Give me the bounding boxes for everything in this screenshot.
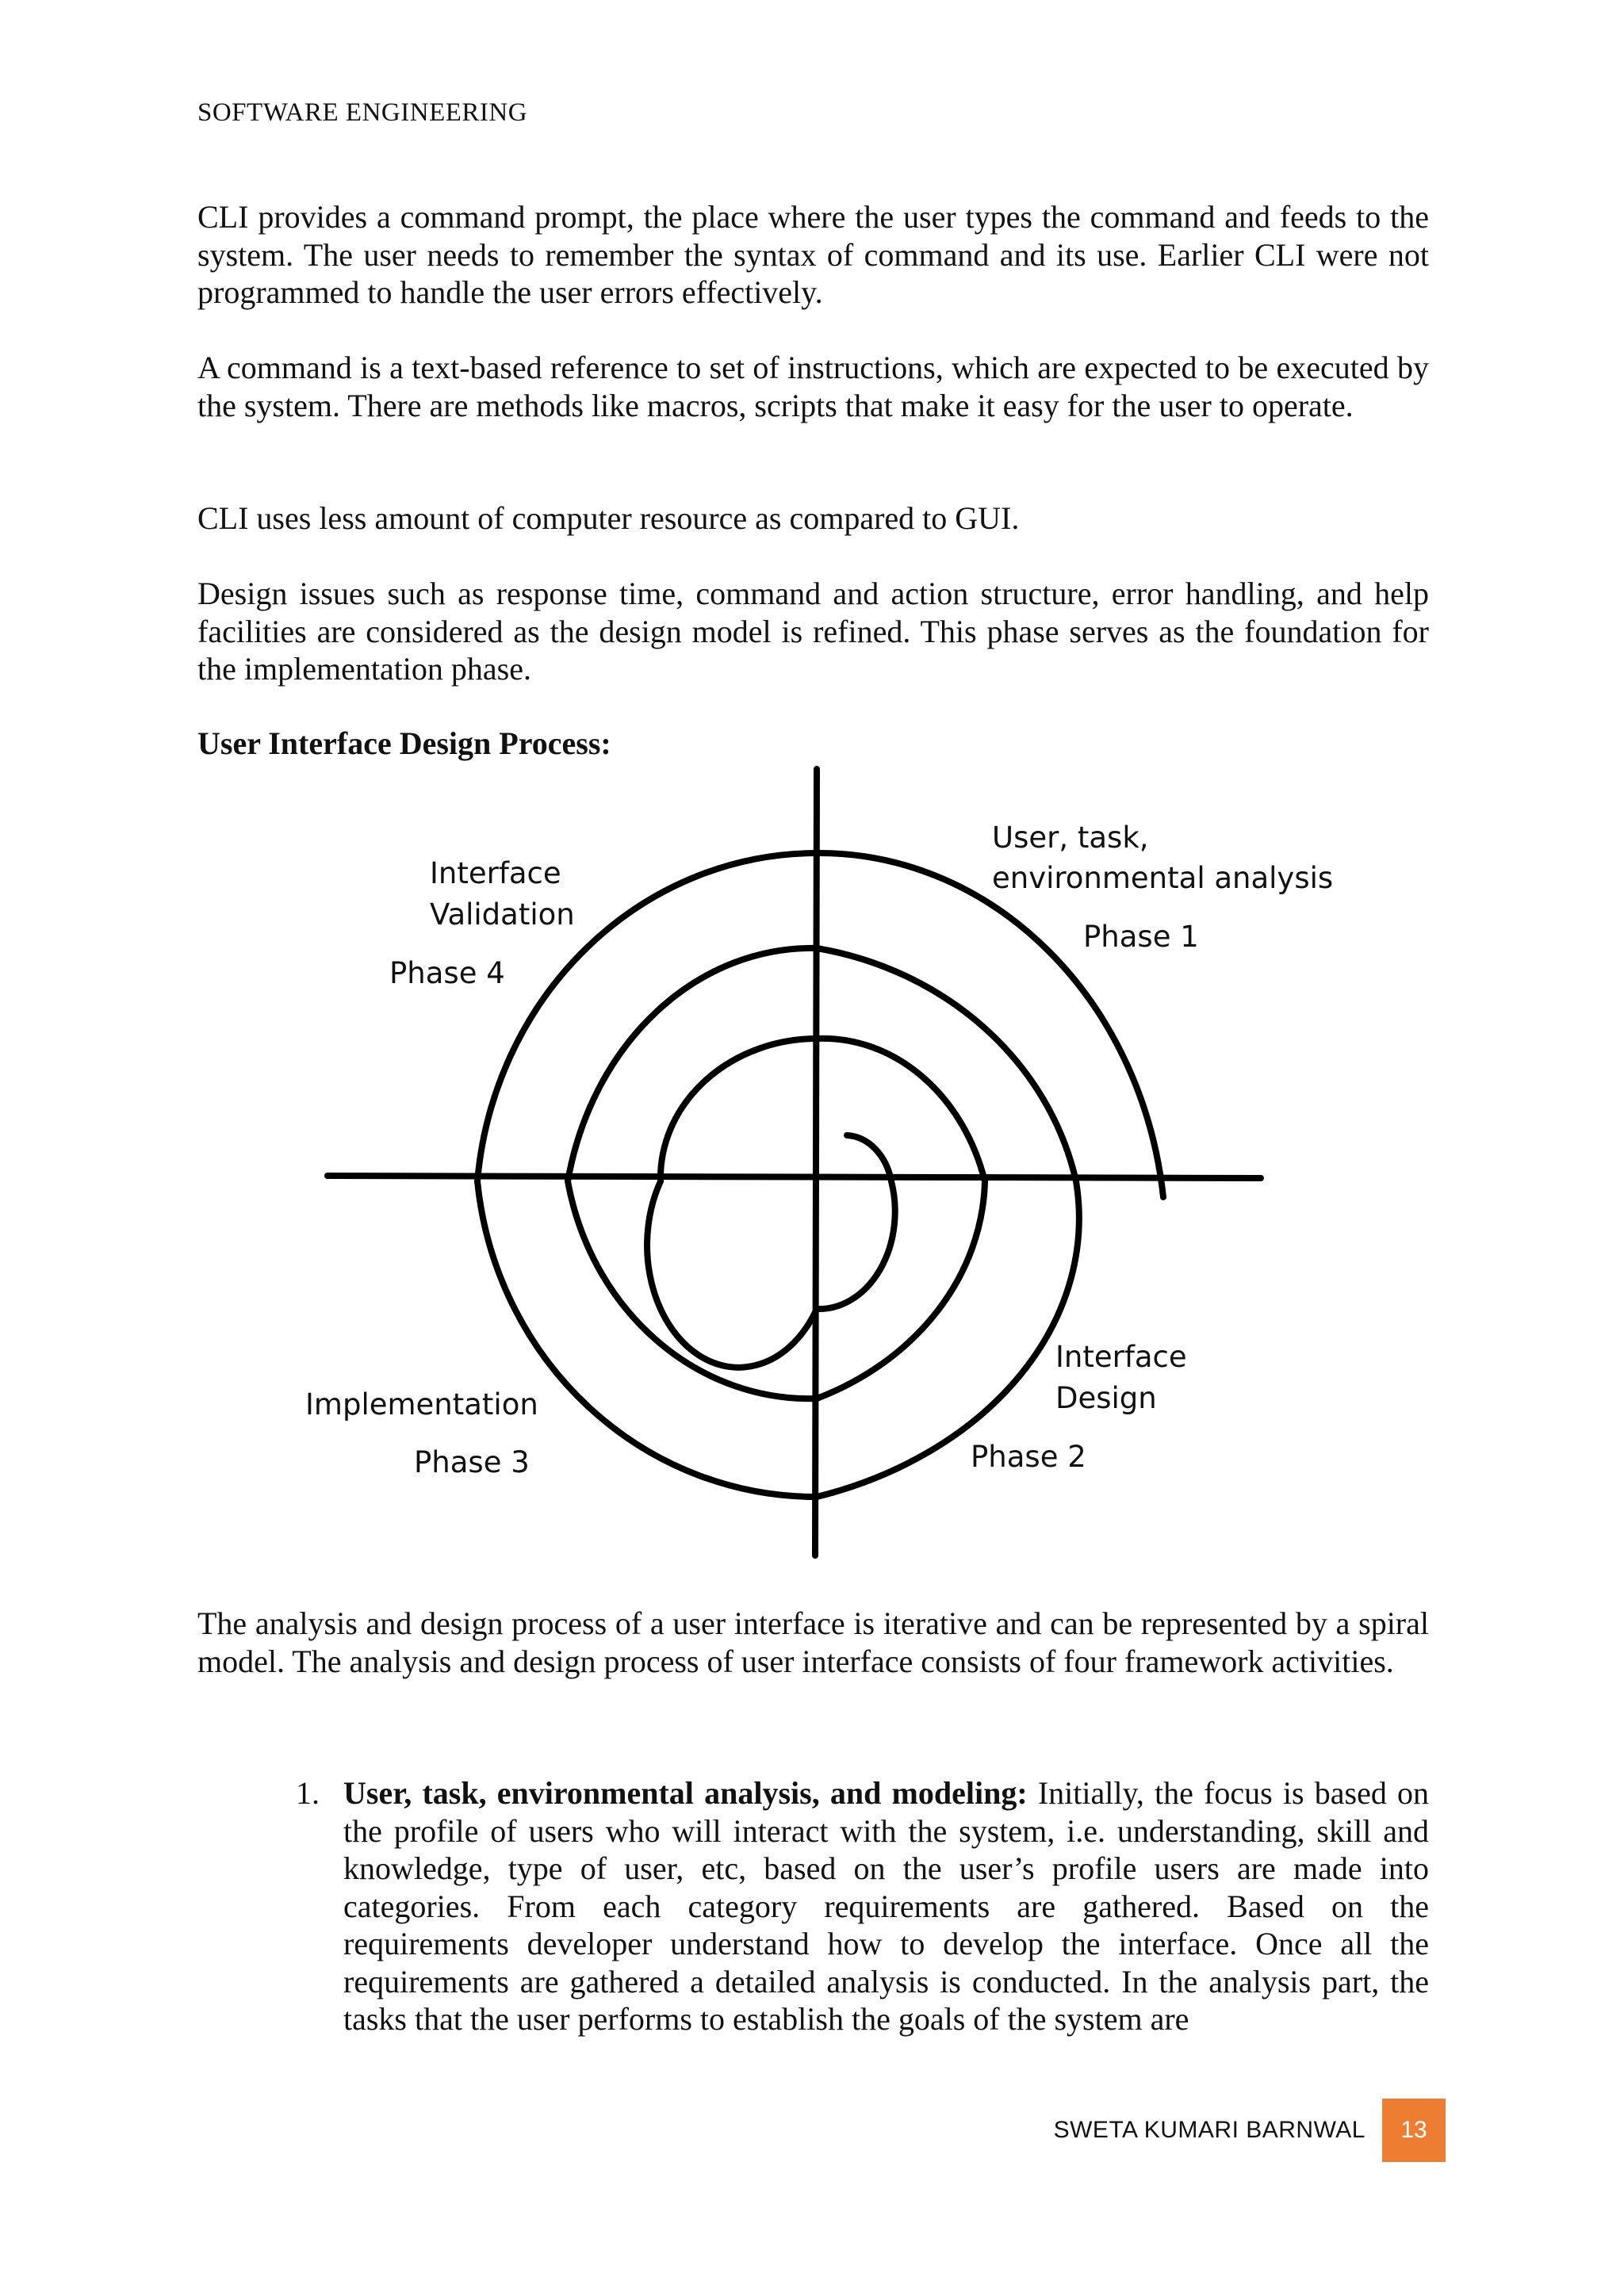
- vertical-axis: [815, 769, 817, 1556]
- phase3-title-line1: Implementation: [305, 1387, 538, 1422]
- phase4-label: Phase 4: [389, 956, 505, 990]
- horizontal-axis: [327, 1176, 1261, 1178]
- phase3-label: Phase 3: [414, 1445, 530, 1479]
- phase2-title-line2: Design: [1055, 1381, 1157, 1415]
- paragraph-design-issues: Design issues such as response time, command and action structure, error handling, and help facilities are considered as the design model is refined. This phase serves as the foundation for the implementation phase.: [197, 576, 1429, 687]
- phase4-title-line2: Validation: [430, 897, 575, 932]
- running-header: SOFTWARE ENGINEERING: [197, 98, 528, 127]
- phase4-title-line1: Interface: [430, 856, 561, 890]
- list-item-title: User, task, environmental analysis, and modeling:: [343, 1775, 1028, 1811]
- section-heading: User Interface Design Process:: [197, 725, 611, 761]
- footer-author: SWETA KUMARI BARNWAL: [1053, 2117, 1365, 2143]
- paragraph-command: A command is a text-based reference to set of instructions, which are expected to be executed by the system. There are methods like macros, scripts that make it easy for the user to operate.: [197, 350, 1429, 423]
- paragraph-cli-prompt: CLI provides a command prompt, the place where the user types the command and feeds to the system. The user needs to remember the syntax of command and its use. Earlier CLI were not programmed to handle the user errors effectively.: [197, 199, 1429, 310]
- paragraph-spiral-model: The analysis and design process of a user interface is iterative and can be represented by a spiral model. The analysis and design process of user interface consists of four framework activities.: [197, 1605, 1429, 1679]
- list-item-body: [343, 1774, 1429, 2038]
- page-number-badge: 13: [1382, 2099, 1446, 2162]
- phase1-title-line1: User, task,: [992, 821, 1149, 855]
- list-item-number: 1.: [296, 1775, 320, 1811]
- list-item-text: Initially, the focus is based on the profile of users who will interact with the system, i.e. understanding, skill and knowledge, type of user, etc, based on the user’s profile users are made into categories. From each category requirements are gathered. Based on the requirements developer understand how to develop the interface. Once all the requirements are gathered a detailed analysis is conducted. In the analysis part, the tasks that the user performs to establish the goals of the system are: [343, 1775, 1430, 2037]
- phase1-label: Phase 1: [1083, 920, 1199, 954]
- phase2-label: Phase 2: [971, 1440, 1086, 1474]
- paragraph-cli-resource: CLI uses less amount of computer resource as compared to GUI.: [197, 500, 1020, 536]
- phase1-title-line2: environmental analysis: [992, 861, 1334, 895]
- phase2-title-line1: Interface: [1055, 1340, 1187, 1374]
